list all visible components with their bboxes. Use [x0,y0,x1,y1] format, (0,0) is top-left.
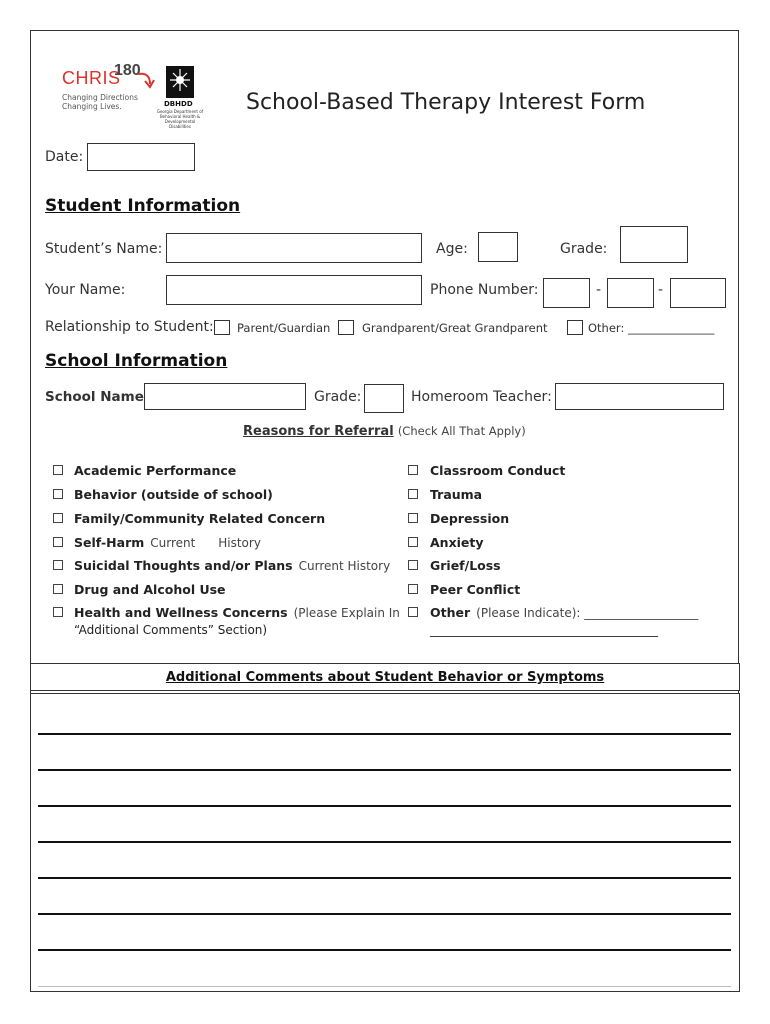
referral-heading-row [243,424,526,439]
phone-line-field[interactable] [670,278,726,308]
student-name-label: Student’s Name: [45,241,163,257]
referral-item [430,463,565,478]
referral-checkbox[interactable] [53,584,63,594]
grade-label: Grade: [560,241,608,257]
referral-checkbox[interactable] [53,513,63,523]
referral-item-note: Current History [150,536,261,550]
phone-label: Phone Number: [430,282,539,298]
dbhdd-emblem-icon [166,66,194,98]
date-label: Date: [45,149,84,165]
referral-checkbox[interactable] [408,489,418,499]
logo-tagline-2: Changing Lives. [62,102,122,111]
referral-item [74,558,390,573]
referral-item [74,463,236,478]
referral-checkbox[interactable] [408,465,418,475]
referral-heading: Reasons for Referral [243,424,394,439]
referral-item-label: Peer Conflict [430,582,521,597]
comment-line-faint [38,986,731,987]
comments-heading: Additional Comments about Student Behavior or Symptoms [165,670,605,685]
referral-item [74,605,400,620]
referral-checkbox[interactable] [408,607,418,617]
homeroom-teacher-field[interactable] [555,383,724,410]
school-info-heading: School Information [45,351,228,371]
referral-item [430,535,484,550]
referral-item [74,582,226,597]
phone-area-field[interactable] [543,278,590,308]
referral-item-label: Depression [430,511,510,526]
comment-line [38,841,731,843]
referral-item-label: Trauma [430,487,483,502]
referral-checkbox[interactable] [408,513,418,523]
referral-item-label: Anxiety [430,535,484,550]
your-name-label: Your Name: [45,282,126,298]
chris180-logo [62,64,158,114]
logo-tagline-1: Changing Directions [62,93,138,102]
date-field[interactable] [87,143,195,171]
referral-note: (Check All That Apply) [397,424,526,438]
logo-brand-number: 180 [114,62,141,79]
your-name-field[interactable] [166,275,422,305]
other-relationship-checkbox[interactable] [567,320,583,335]
school-grade-label: Grade: [314,389,362,405]
dbhdd-subtext: Georgia Department of Behavioral Health & Developmental Disabilities [156,109,204,129]
student-grade-field[interactable] [620,226,688,263]
parent-guardian-label: Parent/Guardian [237,321,331,335]
comment-line [38,769,731,771]
phone-prefix-field[interactable] [607,278,654,308]
other-relationship-label: Other: _______________ [588,321,715,335]
referral-item-label: Academic Performance [74,463,237,478]
school-name-field[interactable] [144,383,306,410]
comment-line [38,949,731,951]
health-wellness-line2: “Additional Comments” Section) [74,623,268,637]
referral-item-label: Family/Community Related Concern [74,511,326,526]
school-name-label-text: School Name [45,389,144,405]
phone-separator-1: - [596,282,602,298]
dbhdd-text: DBHDD [164,100,193,108]
referral-checkbox[interactable] [53,607,63,617]
age-field[interactable] [478,232,518,262]
referral-checkbox[interactable] [408,537,418,547]
referral-checkbox[interactable] [408,560,418,570]
referral-item-note: (Please Indicate): ___________________ [476,606,699,620]
referral-item [74,535,261,550]
referral-checkbox[interactable] [53,537,63,547]
referral-item-label: Self-Harm [74,535,145,550]
referral-item [430,582,520,597]
referral-checkbox[interactable] [53,465,63,475]
grandparent-label: Grandparent/Great Grandparent [362,321,548,335]
logo-brand-text: CHRIS [62,68,121,88]
comment-line [38,805,731,807]
referral-item-label: Grief/Loss [430,558,501,573]
school-name-label [45,389,148,405]
phone-separator-2: - [658,282,664,298]
comment-line [38,877,731,879]
age-label: Age: [436,241,468,257]
referral-item-note: Current History [298,559,391,573]
student-info-heading: Student Information [45,196,241,216]
referral-item [430,605,698,620]
referral-item [74,511,325,526]
other-reason-line2: ______________________________________ [430,623,658,637]
referral-item-label: Other [430,605,471,620]
page-title: School-Based Therapy Interest Form [246,90,646,115]
referral-checkbox[interactable] [53,560,63,570]
referral-item [430,487,482,502]
referral-checkbox[interactable] [408,584,418,594]
referral-item-label: Suicidal Thoughts and/or Plans [74,558,293,573]
referral-item-label: Health and Wellness Concerns [74,605,288,620]
logo-arrow-icon [136,70,158,90]
homeroom-teacher-label: Homeroom Teacher: [411,389,552,405]
parent-guardian-checkbox[interactable] [214,320,230,335]
grandparent-checkbox[interactable] [338,320,354,335]
relationship-label: Relationship to Student: [45,319,214,335]
referral-item-label: Behavior (outside of school) [74,487,273,502]
student-name-field[interactable] [166,233,422,263]
comment-line [38,733,731,735]
referral-checkbox[interactable] [53,489,63,499]
referral-item [430,511,509,526]
referral-item-label: Classroom Conduct [430,463,566,478]
referral-item-note: (Please Explain In [293,606,400,620]
dbhdd-logo [156,66,206,129]
referral-item [74,487,273,502]
school-grade-field[interactable] [364,384,404,413]
referral-item-label: Drug and Alcohol Use [74,582,226,597]
referral-item [430,558,501,573]
comment-line [38,913,731,915]
